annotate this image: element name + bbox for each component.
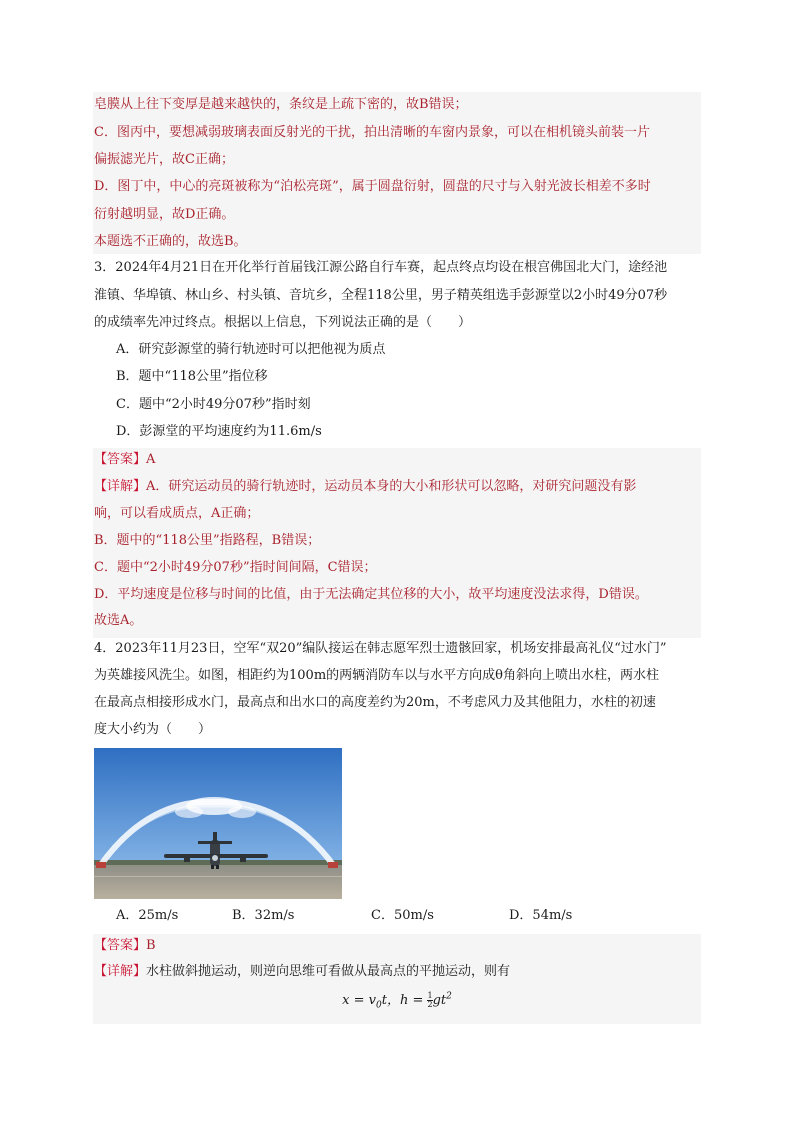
prev-explanation-line-3: 偏振滤光片，故C正确；	[94, 152, 234, 167]
answer-tag: 【答案】	[94, 452, 147, 467]
q4-choice-b: B．32m/s	[232, 908, 295, 923]
q3-detail-line-1	[94, 478, 636, 496]
prev-explanation-line-4: D．图丁中，中心的亮斑被称为“泊松亮斑”，属于圆盘衍射，圆盘的尺寸与入射光波长相差不多时	[94, 179, 651, 194]
q3-detail-line-5: D．平均速度是位移与时间的比值，由于无法确定其位移的大小，故平均速度没法求得，D错误。	[94, 587, 648, 602]
q3-option-b: B．题中“118公里”指位移	[116, 369, 268, 384]
formula-t-part: t，h =	[381, 993, 428, 1008]
q3-stem-line-1: 3．2024年4月21日在开化举行首届钱江源公路自行车赛，起点终点均设在根宫佛国北大门，途经池	[94, 260, 668, 275]
formula-x-part: x = v	[342, 993, 376, 1008]
q4-stem-line-1: 4．2023年11月23日，空军“双20”编队接运在韩志愿军烈士遗骸回家，机场安排最高礼仪“过水门”	[94, 641, 667, 656]
q4-detail-line-1	[94, 963, 510, 981]
prev-explanation-line-6: 本题选不正确的，故选B。	[94, 234, 247, 249]
q3-option-d: D．彭源堂的平均速度约为11.6m/s	[116, 424, 322, 439]
fraction-numerator: 1	[427, 991, 433, 1000]
q3-detail-line-4: C．题中“2小时49分07秒”指时间间隔，C错误；	[94, 560, 377, 575]
prev-explanation-line-1: 皂膜从上往下变厚是越来越快的，条纹是上疏下密的，故B错误；	[94, 97, 468, 112]
q3-detail-line-3: B．题中的“118公里”指路程，B错误；	[94, 533, 321, 548]
q4-choice-c: C．50m/s	[371, 908, 434, 923]
answer-value: A	[146, 452, 156, 467]
explanation-highlight-top	[93, 92, 701, 254]
q3-option-a: A．研究彭源堂的骑行轨迹时可以把他视为质点	[116, 342, 386, 357]
formula-subscript: 0	[375, 1000, 382, 1011]
prev-explanation-line-5: 衍射越明显，故D正确。	[94, 207, 235, 222]
detail-tag: 【详解】	[94, 964, 147, 979]
q3-stem-line-3: 的成绩率先冲过终点。根据以上信息，下列说法正确的是（ ）	[94, 315, 472, 330]
q3-detail-line-2: 响，可以看成质点，A正确；	[94, 506, 260, 521]
detail-tag: 【详解】	[94, 479, 147, 494]
q3-stem-line-2: 淮镇、华埠镇、林山乡、村头镇、音坑乡，全程118公里，男子精英组选手彭源堂以2小时49分07秒	[94, 288, 668, 303]
q3-answer	[94, 451, 155, 469]
fraction-denominator: 2	[427, 1000, 433, 1009]
q4-detail-text-1: 水柱做斜抛运动，则逆向思维可看做从最高点的平抛运动，则有	[146, 964, 511, 979]
answer-tag: 【答案】	[94, 938, 147, 953]
q3-option-c: C．题中“2小时49分07秒”指时刻	[116, 397, 311, 412]
q4-stem-line-4: 度大小约为（ ）	[94, 722, 212, 737]
formula-superscript: 2	[446, 991, 452, 1002]
q4-formula	[0, 989, 794, 1011]
q4-stem-line-2: 为英雄接风洗尘。如图，相距约为100m的两辆消防车以与水平方向成θ角斜向上喷出水柱，两水柱	[94, 668, 659, 683]
formula-g-part: gt	[432, 993, 447, 1008]
answer-value: B	[146, 938, 156, 953]
water-gate-photo	[94, 748, 342, 899]
q4-choice-a: A．25m/s	[116, 908, 179, 923]
q4-choice-d: D．54m/s	[509, 908, 573, 923]
q4-stem-line-3: 在最高点相接形成水门，最高点和出水口的高度差约为20m，不考虑风力及其他阻力，水柱的初速	[94, 695, 656, 710]
q4-answer	[94, 937, 156, 955]
q3-detail-text-1: A．研究运动员的骑行轨迹时，运动员本身的大小和形状可以忽略，对研究问题没有影	[146, 479, 637, 494]
prev-explanation-line-2: C．图丙中，要想减弱玻璃表面反射光的干扰，拍出清晰的车窗内景象，可以在相机镜头前装一片	[94, 125, 650, 140]
q3-detail-line-6: 故选A。	[94, 613, 143, 628]
